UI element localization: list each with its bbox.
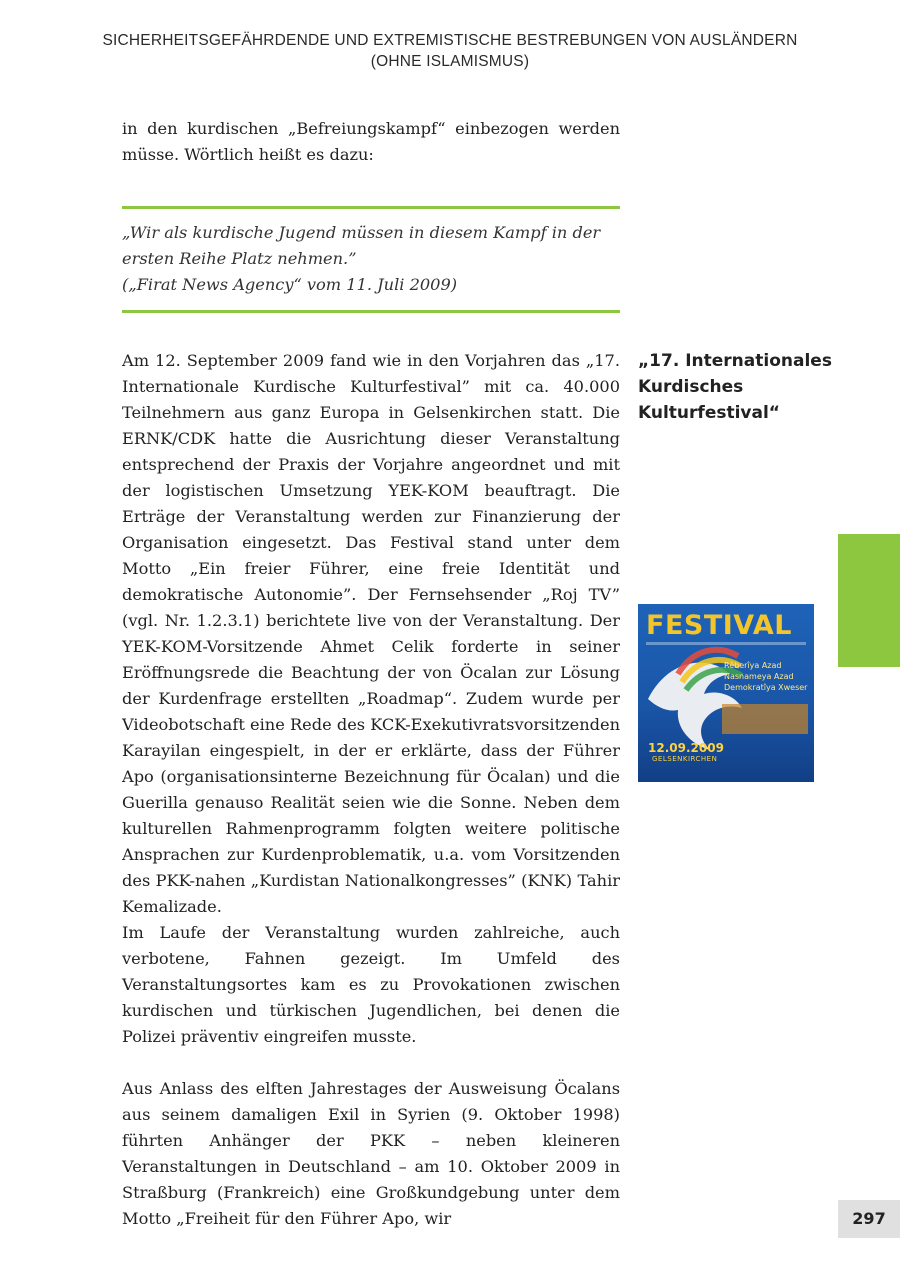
intro-text: in den kurdischen „Befreiungskampf“ einbezogen werden müsse. Wörtlich heißt es dazu: — [122, 119, 620, 164]
section-margin-heading: „17. Internationales Kurdisches Kulturfestival“ — [638, 351, 832, 423]
poster-city: GELSENKIRCHEN — [652, 755, 718, 763]
section-body — [122, 348, 620, 1232]
running-header — [0, 30, 900, 72]
quote-text: „Wir als kurdische Jugend müssen in diesem Kampf in der ersten Reihe Platz nehmen.” — [122, 223, 601, 268]
poster-slogan-line-3: Demokratîya Xweser — [724, 683, 808, 692]
quote-source: („Firat News Agency“ vom 11. Juli 2009) — [122, 275, 458, 294]
festival-poster-image — [638, 604, 814, 782]
quote-rule-bottom — [122, 310, 620, 313]
poster-date: 12.09.2009 — [648, 741, 724, 755]
quote-block — [122, 220, 620, 298]
intro-paragraph — [122, 116, 620, 168]
section-paragraph-3: Aus Anlass des elften Jahrestages der Ausweisung Öcalans aus seinem damaligen Exil in Syrien (9. Oktober 1998) führten Anhänger der PKK – neben kleineren Veranstaltungen in Deutschland – am 10. Oktober 2009 in Straßburg (Frankreich) eine Großkundgebung unter dem Motto „Freiheit für den Führer Apo, wir — [122, 1079, 620, 1228]
chapter-tab — [838, 534, 900, 667]
poster-slogan-line-1: Rêberîya Azad — [724, 661, 782, 670]
quote-rule-top — [122, 206, 620, 209]
poster-slogan-line-2: Nasnameya Azad — [724, 672, 794, 681]
running-header-line-2: (OHNE ISLAMISMUS) — [370, 53, 530, 70]
section-paragraph-2: Im Laufe der Veranstaltung wurden zahlreiche, auch verbotene, Fahnen gezeigt. Im Umfeld des Veranstaltungsortes kam es zu Provokationen zwischen kurdischen und türkischen Jugendlichen, bei denen die Polizei präventiv eingreifen musste. — [122, 923, 620, 1046]
section-paragraph-1: Am 12. September 2009 fand wie in den Vorjahren das „17. Internationale Kurdische Kulturfestival” mit ca. 40.000 Teilnehmern aus ganz Europa in Gelsenkirchen statt. Die ERNK/CDK hatte die Ausrichtung dieser Veranstaltung entsprechend der Praxis der Vorjahre angeordnet und mit der logistischen Umsetzung YEK-KOM beauftragt. Die Erträge der Veranstaltung werden zur Finanzierung der Organisation eingesetzt. Das Festival stand unter dem Motto „Ein freier Führer, eine freie Identität und demokratische Autonomie”. Der Fernsehsender „Roj TV” (vgl. Nr. 1.2.3.1) berichtete live von der Veranstaltung. Der YEK-KOM-Vorsitzende Ahmet Celik forderte in seiner Eröffnungsrede die Beachtung der von Öcalan zur Lösung der Kurdenfrage erstellten „Roadmap“. Zudem wurde per Videobotschaft eine Rede des KCK-Exekutivratsvorsitzenden Karayilan eingespielt, in der er erklärte, dass der Führer Apo (organisationsinterne Bezeichnung für Öcalan) und die Guerilla genauso Realität seien wie die Sonne. Neben dem kulturellen Rahmenprogramm folgten weitere politische Ansprachen zur Kurdenproblematik, u.a. vom Vorsitzenden des PKK-nahen „Kurdistan Nationalkongresses” (KNK) Tahir Kemalizade. — [122, 351, 620, 916]
page-number: 297 — [838, 1200, 900, 1238]
poster-title: FESTIVAL — [646, 610, 792, 641]
running-header-line-1: SICHERHEITSGEFÄHRDENDE UND EXTREMISTISCHE BESTREBUNGEN VON AUSLÄNDERN — [102, 32, 798, 49]
poster-slogan — [724, 660, 808, 693]
